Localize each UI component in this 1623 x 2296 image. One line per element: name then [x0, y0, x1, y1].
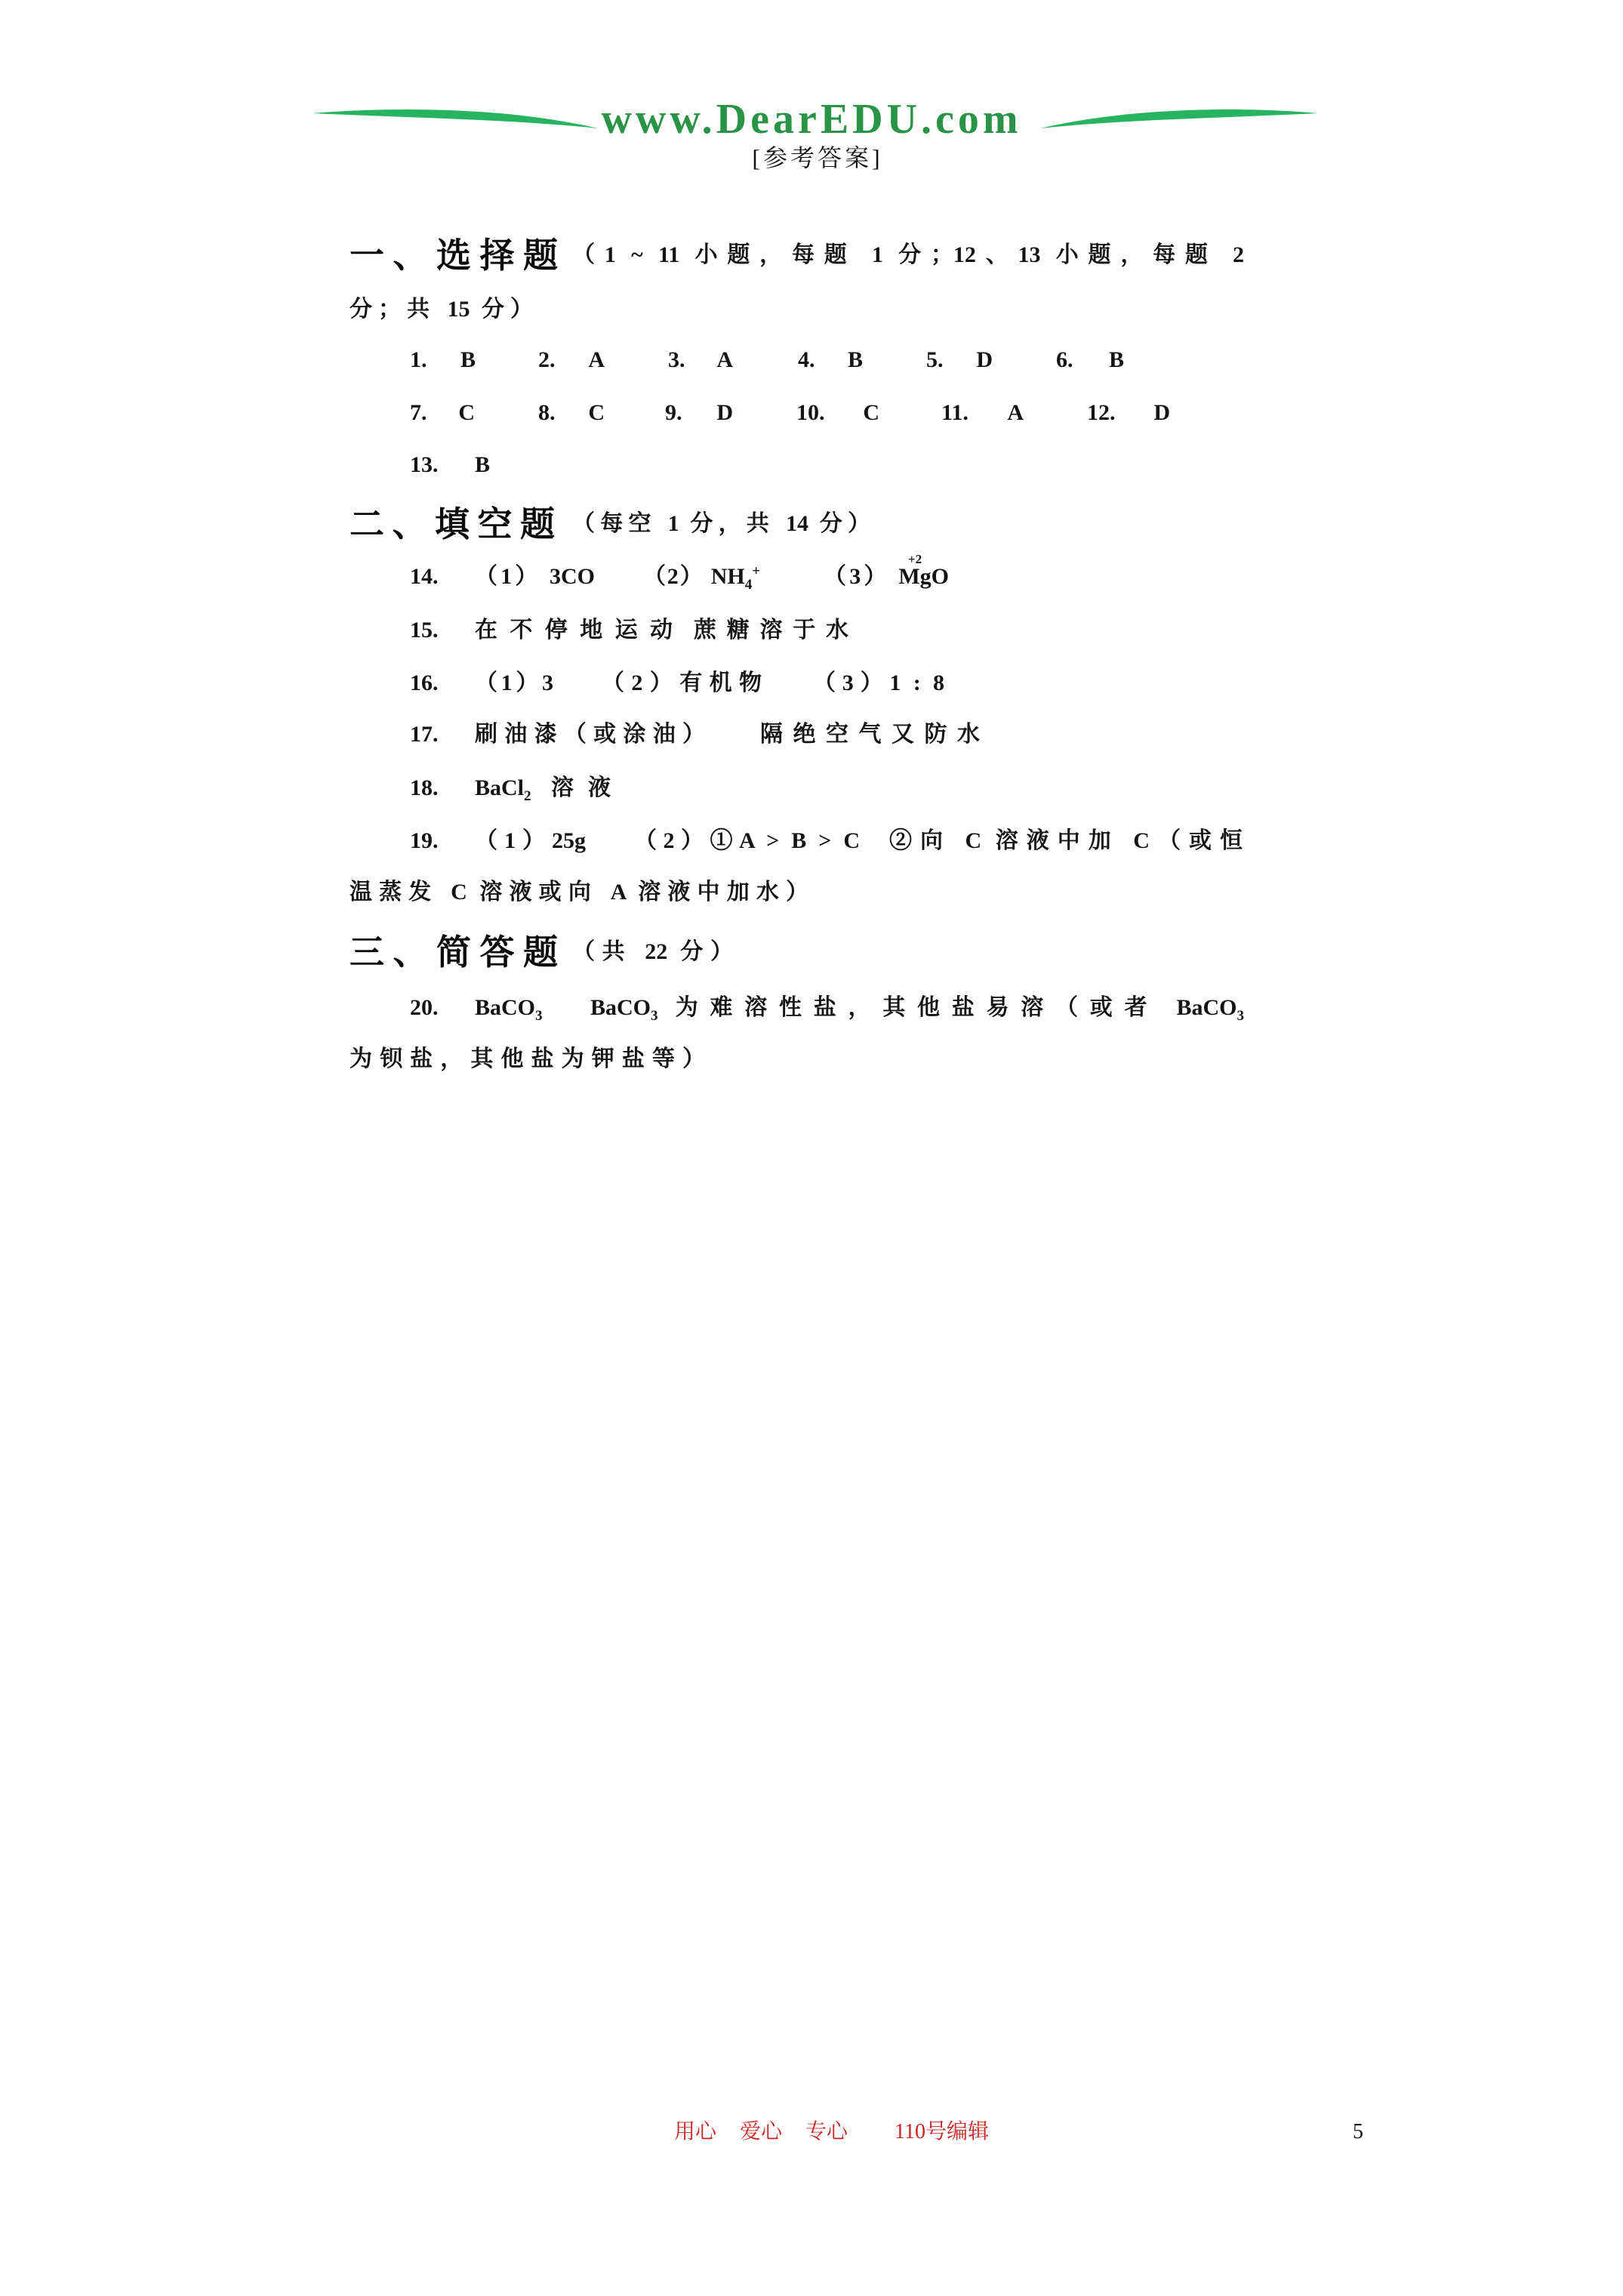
answer-choice: C	[588, 400, 605, 425]
question-number: 16.	[410, 670, 439, 695]
answer-number: 9.	[665, 400, 682, 425]
answer-number: 8.	[538, 400, 556, 425]
valence-mark: +2	[907, 552, 922, 566]
q16-answer-3: （3）1 : 8	[813, 670, 944, 695]
answer-item	[538, 398, 605, 428]
question-number: 19.	[410, 828, 439, 853]
answer-number: 10.	[796, 400, 825, 425]
q14-answer-1	[475, 562, 595, 592]
ion-subscript: 4	[744, 577, 753, 593]
answer-choice: B	[460, 347, 476, 372]
q17-answer-1: 刷油漆（或涂油）	[475, 722, 705, 747]
answer-choice: A	[588, 347, 605, 372]
answer-text: 3CO	[550, 564, 595, 589]
site-logo-text: www.DearEDU.com	[601, 96, 1022, 143]
q15-answer-2: 蔗糖溶于水	[694, 618, 848, 643]
q19-answer-1: （1）25g	[475, 828, 586, 853]
section-3-scoring-note: （共 22 分）	[572, 939, 733, 964]
answer-item	[926, 345, 993, 375]
answer-number: 12.	[1087, 400, 1116, 425]
q19-answer-3-continued: 温蒸发 C 溶液或向 A 溶液中加水）	[350, 880, 808, 905]
q18-answer	[475, 773, 611, 803]
answer-item	[665, 398, 733, 428]
q19-answer-3: ②向 C 溶液中加 C（或恒	[889, 828, 1243, 853]
section-2-scoring-note: （每空 1 分，共 14 分）	[572, 511, 870, 536]
part-label: （2）	[643, 564, 704, 589]
q20-reason	[590, 993, 1244, 1023]
answer-number: 1.	[410, 347, 427, 372]
chemical-formula: BaCO	[1176, 995, 1237, 1020]
chemical-formula: BaCO	[475, 995, 536, 1020]
answer-number: 2.	[538, 347, 556, 372]
part-label: （3）	[824, 564, 890, 589]
formula-rest: O	[931, 564, 950, 589]
q14-answer-2	[643, 562, 760, 592]
answer-choice: D	[716, 400, 733, 425]
answer-number: 11.	[941, 400, 969, 425]
question-number: 20.	[410, 995, 439, 1020]
answer-choice: B	[1108, 347, 1124, 372]
q16-answer-1: （1）3	[475, 670, 553, 695]
answer-choice: B	[474, 452, 490, 477]
section-1-scoring-note: （1 ~ 11 小题，每题 1 分；12、13 小题，每题 2	[572, 242, 1244, 267]
answer-item	[1056, 345, 1124, 375]
q20-answer	[475, 993, 543, 1023]
answer-item	[796, 398, 879, 428]
ion-formula: NH	[710, 564, 745, 589]
element-symbol: Mg	[898, 564, 932, 589]
question-number: 14.	[410, 564, 439, 589]
answer-item	[410, 398, 475, 428]
answer-choice: A	[1007, 400, 1024, 425]
answer-number: 7.	[410, 400, 427, 425]
answer-number: 4.	[798, 347, 815, 372]
formula-subscript: 3	[1236, 1008, 1245, 1024]
formula-subscript: 2	[524, 788, 531, 804]
q16-answer-2: （2）有机物	[602, 670, 762, 695]
reason-text: 为难溶性盐，其他盐易溶（或者	[675, 995, 1160, 1020]
part-label: （1）	[475, 564, 541, 589]
answer-choice: D	[1153, 400, 1170, 425]
answer-item	[668, 345, 733, 375]
answer-item	[1087, 398, 1170, 428]
answer-item	[410, 345, 476, 375]
answer-choice: A	[716, 347, 733, 372]
q15-answer-1: 在不停地运动	[475, 618, 673, 643]
answer-text: 溶液	[551, 775, 611, 800]
formula-subscript: 3	[651, 1008, 658, 1024]
answer-item	[798, 345, 863, 375]
section-1-heading: 一、选择题	[350, 235, 558, 276]
answer-choice: D	[976, 347, 993, 372]
valence-element	[898, 552, 932, 592]
question-number: 18.	[410, 775, 439, 800]
answer-item	[941, 398, 1024, 428]
q14-answer-3	[824, 552, 950, 592]
page-subtitle: [参考答案]	[752, 144, 883, 171]
answer-item	[410, 450, 490, 480]
chemical-formula: BaCO	[590, 995, 651, 1020]
formula-subscript: 3	[535, 1008, 543, 1024]
page-number: 5	[1353, 2120, 1363, 2143]
answer-choice: B	[847, 347, 863, 372]
q19-answer-2: （2）①A > B > C	[634, 828, 860, 853]
question-number: 17.	[410, 722, 439, 747]
ion-charge: +	[752, 563, 761, 579]
q20-reason-continued: 为钡盐，其他盐为钾盐等）	[350, 1046, 705, 1071]
footer-slogan: 用心 爱心 专心 110号编辑	[674, 2120, 989, 2143]
answer-number: 3.	[668, 347, 685, 372]
section-3-heading: 三、简答题	[350, 932, 558, 972]
section-2-heading: 二、填空题	[350, 504, 555, 544]
answer-number: 13.	[410, 452, 439, 477]
answer-item	[538, 345, 605, 375]
answer-choice: C	[458, 400, 475, 425]
q17-answer-2: 隔绝空气又防水	[760, 722, 980, 747]
answer-number: 5.	[926, 347, 944, 372]
section-1-scoring-note-continued: 分；共 15 分）	[350, 297, 533, 322]
question-number: 15.	[410, 618, 439, 643]
answer-number: 6.	[1056, 347, 1073, 372]
answer-choice: C	[863, 400, 879, 425]
chemical-formula: BaCl	[475, 775, 525, 800]
